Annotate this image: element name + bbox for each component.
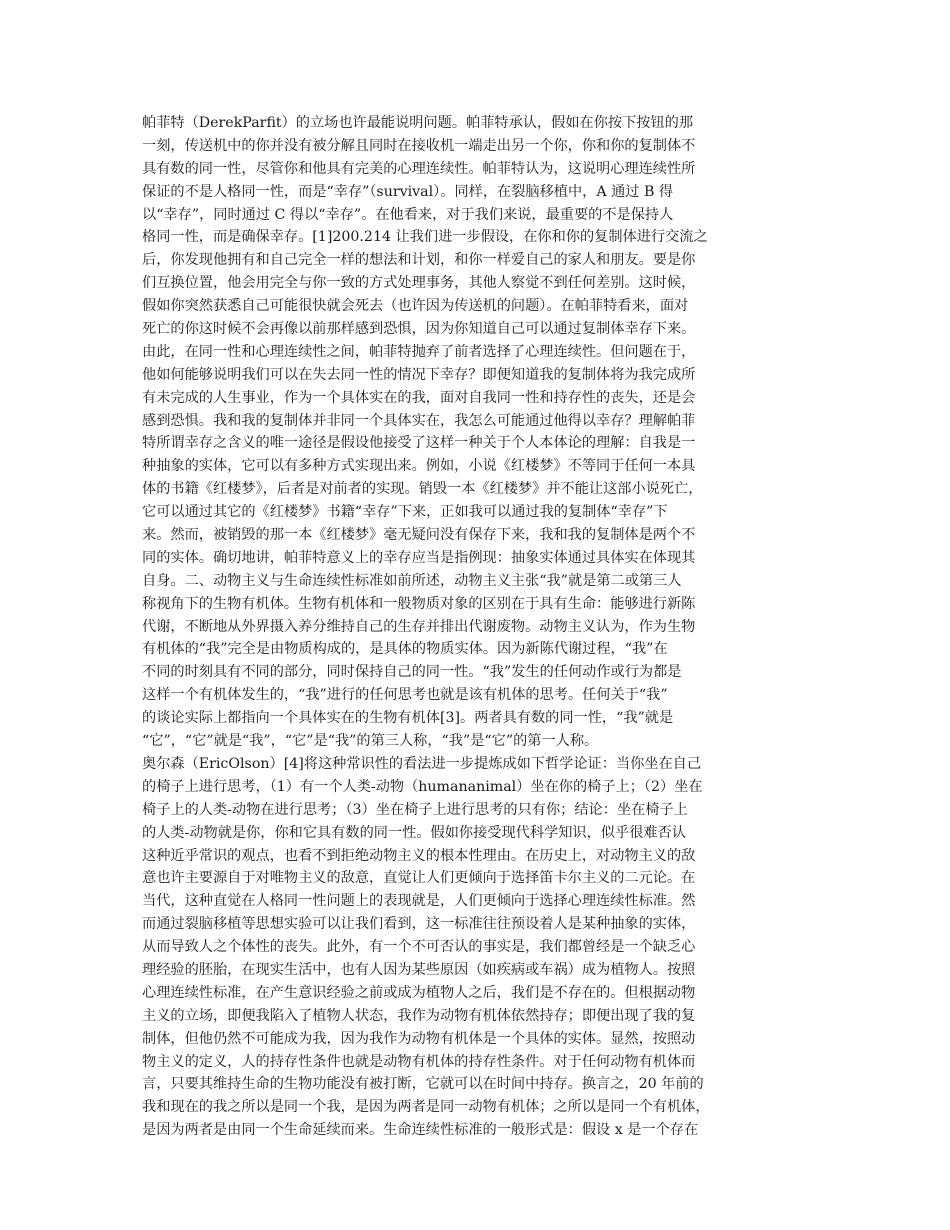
text-line: 特所谓幸存之含义的唯一途径是假设他接受了这样一种关于个人本体论的理解：自我是一 — [142, 435, 696, 452]
text-line: 们互换位置，他会用完全与你一致的方式处理事务，其他人察觉不到任何差别。这时候， — [142, 275, 696, 292]
text-line: 自身。二、动物主义与生命连续性标准如前所述，动物主义主张“我”就是第二或第三人 — [142, 572, 682, 589]
text-line: 有机体的“我”完全是由物质构成的，是具体的物质实体。因为新陈代谢过程，“我”在 — [142, 641, 668, 658]
text-line: 体的书籍《红楼梦》，后者是对前者的实现。销毁一本《红楼梦》并不能让这部小说死亡， — [142, 481, 703, 498]
text-line: 理经验的胚胎，在现实生活中，也有人因为某些原因（如疾病或车祸）成为植物人。按照 — [142, 961, 696, 978]
text-line: 以“幸存”，同时通过 C 得以“幸存”。在他看来，对于我们来说，最重要的不是保持人 — [142, 206, 674, 223]
text-line: 代谢，不断地从外界摄入养分维持自己的生存并排出代谢废物。动物主义认为，作为生物 — [142, 618, 696, 635]
text-line: 这样一个有机体发生的，“我”进行的任何思考也就是该有机体的思考。任何关于“我” — [142, 687, 668, 704]
text-line: 一刻，传送机中的你并没有被分解且同时在接收机一端走出另一个你，你和你的复制体不 — [142, 137, 696, 154]
text-line: 感到恐惧。我和我的复制体并非同一个具体实在，我怎么可能通过他得以幸存？理解帕菲 — [142, 412, 696, 429]
text-line: 具有数的同一性，尽管你和他具有完美的心理连续性。帕菲特认为，这说明心理连续性所 — [142, 160, 696, 177]
text-line: “它”，“它”就是“我”，“它”是“我”的第三人称，“我”是“它”的第一人称。 — [142, 733, 599, 750]
text-line: 后，你发现他拥有和自己完全一样的想法和计划，和你一样爱自己的家人和朋友。要是你 — [142, 252, 696, 269]
text-line: 我和现在的我之所以是同一个我，是因为两者是同一动物有机体；之所以是同一个有机体， — [142, 1099, 710, 1116]
text-line: 称视角下的生物有机体。生物有机体和一般物质对象的区别在于具有生命：能够进行新陈 — [142, 595, 696, 612]
text-line: 制体，但他仍然不可能成为我，因为我作为动物有机体是一个具体的实体。显然，按照动 — [142, 1030, 696, 1047]
text-line: 椅子上的人类-动物在进行思考；（3）坐在椅子上进行思考的只有你；结论：坐在椅子上 — [142, 801, 688, 818]
text-line: 它可以通过其它的《红楼梦》书籍“幸存”下来，正如我可以通过我的复制体“幸存”下 — [142, 504, 668, 521]
text-line: 死亡的你这时候不会再像以前那样感到恐惧，因为你知道自己可以通过复制体幸存下来。 — [142, 321, 696, 338]
text-line: 是因为两者是由同一个生命延续而来。生命连续性标准的一般形式是：假设 x 是一个存在 — [142, 1122, 699, 1139]
text-line: 保证的不是人格同一性，而是“幸存”（survival）。同样，在裂脑移植中，A 通过 B 得 — [142, 183, 674, 200]
text-line: 种抽象的实体，它可以有多种方式实现出来。例如，小说《红楼梦》不等同于任何一本具 — [142, 458, 696, 475]
text-line: 言，只要其维持生命的生物功能没有被打断，它就可以在时间中持存。换言之，20 年前的 — [142, 1076, 704, 1093]
text-line: 当代，这种直觉在人格同一性问题上的表现就是，人们更倾向于选择心理连续性标准。然 — [142, 893, 696, 910]
text-line: 而通过裂脑移植等思想实验可以让我们看到，这一标准往往预设着人是某种抽象的实体， — [142, 916, 696, 933]
text-line: 格同一性，而是确保幸存。[1]200.214 让我们进一步假设，在你和你的复制体进行交流之 — [142, 229, 708, 246]
text-line: 不同的时刻具有不同的部分，同时保持自己的同一性。“我”发生的任何动作或行为都是 — [142, 664, 682, 681]
text-line: 的椅子上进行思考，（1）有一个人类-动物（humananimal）坐在你的椅子上；（2）坐在 — [142, 778, 703, 795]
text-line: 这种近乎常识的观点，也看不到拒绝动物主义的根本性理由。在历史上，对动物主义的敌 — [142, 847, 696, 864]
text-line: 由此，在同一性和心理连续性之间，帕菲特抛弃了前者选择了心理连续性。但问题在于， — [142, 343, 696, 360]
text-line: 的人类-动物就是你，你和它具有数的同一性。假如你接受现代科学知识，似乎很难否认 — [142, 824, 686, 841]
text-line: 奥尔森（EricOlson）[4]将这种常识性的看法进一步提炼成如下哲学论证：当你坐在自己 — [142, 755, 702, 772]
text-line: 假如你突然获悉自己可能很快就会死去（也许因为传送机的问题）。在帕菲特看来，面对 — [142, 298, 689, 315]
text-line: 主义的立场，即便我陷入了植物人状态，我作为动物有机体依然持存；即便出现了我的复 — [142, 1007, 696, 1024]
text-line: 物主义的定义，人的持存性条件也就是动物有机体的持存性条件。对于任何动物有机体而 — [142, 1053, 696, 1070]
text-line: 有未完成的人生事业，作为一个具体实在的我，面对自我同一性和持存性的丧失，还是会 — [142, 389, 696, 406]
text-line: 他如何能够说明我们可以在失去同一性的情况下幸存？即便知道我的复制体将为我完成所 — [142, 366, 696, 383]
text-line: 的谈论实际上都指向一个具体实在的生物有机体[3]。两者具有数的同一性，“我”就是 — [142, 710, 674, 727]
text-line: 帕菲特（DerekParfit）的立场也许最能说明问题。帕菲特承认，假如在你按下按钮的那 — [142, 115, 694, 131]
text-line: 心理连续性标准，在产生意识经验之前或成为植物人之后，我们是不存在的。但根据动物 — [142, 984, 696, 1001]
text-line: 同的实体。确切地讲，帕菲特意义上的幸存应当是指例现：抽象实体通过具体实在体现其 — [142, 549, 696, 566]
text-line: 意也许主要源自于对唯物主义的敌意，直觉让人们更倾向于选择笛卡尔主义的二元论。在 — [142, 870, 696, 887]
text-line: 从而导致人之个体性的丧失。此外，有一个不可否认的事实是，我们都曾经是一个缺乏心 — [142, 939, 696, 956]
text-line: 来。然而，被销毁的那一本《红楼梦》毫无疑问没有保存下来，我和我的复制体是两个不 — [142, 527, 696, 544]
document-body — [142, 112, 814, 1142]
